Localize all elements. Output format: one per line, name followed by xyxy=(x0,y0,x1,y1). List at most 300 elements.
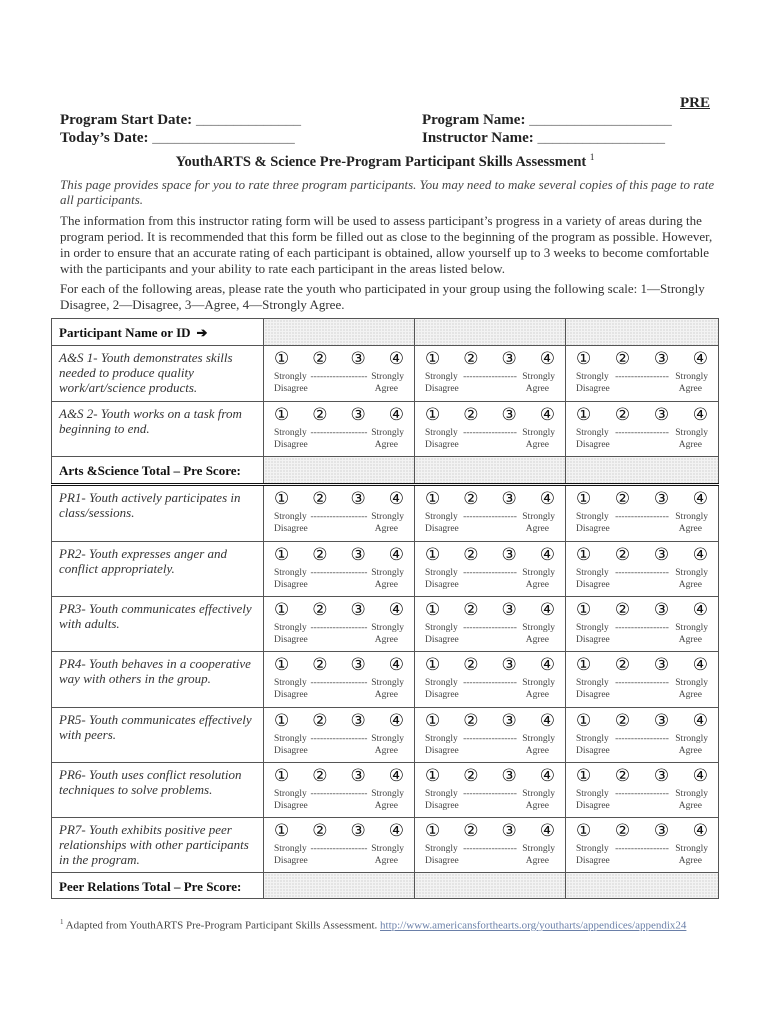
rating-option-3[interactable]: ③ xyxy=(501,600,517,620)
scale-disagree: Disagree xyxy=(425,635,459,645)
rating-options xyxy=(415,597,565,619)
rating-option-3[interactable]: ③ xyxy=(653,489,670,509)
rating-option-3[interactable]: ③ xyxy=(350,545,366,565)
program-name-field[interactable]: ___________________ xyxy=(529,112,672,128)
scale-dashes: ------------------ xyxy=(310,568,368,578)
rating-option-2[interactable]: ② xyxy=(463,821,479,841)
pr-item-6-text: PR6- Youth uses conflict resolution techniques to solve problems. xyxy=(59,767,242,797)
score-input-3[interactable] xyxy=(566,457,719,485)
scale-dashes: ------------------ xyxy=(310,428,368,438)
scale-strongly-left: Strongly xyxy=(576,372,609,382)
scale-disagree: Disagree xyxy=(274,856,308,866)
rating-option-2[interactable]: ② xyxy=(312,600,328,620)
scale-dashes: ----------------- xyxy=(463,512,517,522)
rating-option-4[interactable]: ④ xyxy=(388,405,404,425)
rating-option-3[interactable]: ③ xyxy=(501,766,517,786)
scale-agree: Agree xyxy=(374,801,398,811)
rating-option-1[interactable]: ① xyxy=(425,405,441,425)
scale-strongly-right: Strongly xyxy=(675,428,708,438)
rating-option-4[interactable]: ④ xyxy=(692,821,708,841)
rating-option-4[interactable]: ④ xyxy=(539,711,555,731)
rating-option-2[interactable]: ② xyxy=(463,766,479,786)
rating-option-3[interactable]: ③ xyxy=(501,655,517,675)
scale-top xyxy=(566,508,718,523)
scale-strongly-right: Strongly xyxy=(371,678,404,688)
scale-strongly-left: Strongly xyxy=(576,623,609,633)
rating-option-2[interactable]: ② xyxy=(312,545,328,565)
participant-name-header xyxy=(52,319,264,346)
rating-option-3[interactable]: ③ xyxy=(501,489,517,509)
scale-bottom xyxy=(566,439,718,451)
scale-disagree: Disagree xyxy=(576,635,610,645)
scale-dashes: ------------------ xyxy=(310,623,368,633)
rating-option-1[interactable]: ① xyxy=(576,655,592,675)
rating-option-3[interactable]: ③ xyxy=(501,405,517,425)
instructor-name-row xyxy=(422,130,665,147)
rating-cell xyxy=(415,346,566,402)
scale-dashes: ----------------- xyxy=(463,789,517,799)
rating-option-2[interactable]: ② xyxy=(312,349,328,369)
rating-option-1[interactable]: ① xyxy=(425,545,441,565)
rating-option-2[interactable]: ② xyxy=(463,655,479,675)
rating-option-2[interactable]: ② xyxy=(463,349,479,369)
scale-top xyxy=(264,785,414,800)
score-input-3[interactable] xyxy=(566,319,719,346)
rating-option-4[interactable]: ④ xyxy=(692,405,708,425)
rating-option-2[interactable]: ② xyxy=(312,821,328,841)
rating-option-4[interactable]: ④ xyxy=(539,600,555,620)
rating-option-3[interactable]: ③ xyxy=(653,600,670,620)
scale-dashes: ----------------- xyxy=(615,372,669,382)
rating-option-2[interactable]: ② xyxy=(614,405,631,425)
scale-top xyxy=(566,785,718,800)
scale-agree: Agree xyxy=(374,635,398,645)
participant-name-header-row xyxy=(52,319,719,346)
scale-strongly-left: Strongly xyxy=(576,678,609,688)
rating-option-3[interactable]: ③ xyxy=(653,545,670,565)
score-input-1[interactable] xyxy=(264,319,415,346)
rating-option-3[interactable]: ③ xyxy=(653,766,670,786)
scale-strongly-right: Strongly xyxy=(371,623,404,633)
scale-agree: Agree xyxy=(525,635,549,645)
scale-agree: Agree xyxy=(374,384,398,394)
rating-option-4[interactable]: ④ xyxy=(539,655,555,675)
scale-strongly-left: Strongly xyxy=(274,512,307,522)
rating-option-2[interactable]: ② xyxy=(614,349,631,369)
score-input-2[interactable] xyxy=(415,873,566,899)
scale-agree: Agree xyxy=(678,635,702,645)
scale-bottom xyxy=(264,579,414,591)
scale-top xyxy=(415,840,565,855)
scale-dashes: ----------------- xyxy=(615,623,669,633)
score-input-2[interactable] xyxy=(415,319,566,346)
scale-disagree: Disagree xyxy=(576,440,610,450)
scale-top xyxy=(415,619,565,634)
rating-option-1[interactable]: ① xyxy=(576,766,592,786)
rating-option-3[interactable]: ③ xyxy=(350,405,366,425)
rating-table xyxy=(51,318,719,899)
scale-bottom xyxy=(566,745,718,757)
scale-top xyxy=(566,674,718,689)
rating-option-2[interactable]: ② xyxy=(463,489,479,509)
as-total-text: Arts &Science Total – Pre Score: xyxy=(59,463,241,478)
rating-item-row xyxy=(52,485,719,542)
rating-option-1[interactable]: ① xyxy=(576,405,592,425)
scale-strongly-right: Strongly xyxy=(522,734,555,744)
rating-item-row xyxy=(52,763,719,818)
rating-cell xyxy=(415,402,566,457)
rating-option-1[interactable]: ① xyxy=(425,600,441,620)
as-item-2-text: A&S 2- Youth works on a task from beginning to end. xyxy=(59,406,242,436)
scale-top xyxy=(264,840,414,855)
scale-bottom xyxy=(566,383,718,395)
rating-option-4[interactable]: ④ xyxy=(692,600,708,620)
score-input-1[interactable] xyxy=(264,873,415,899)
scale-top xyxy=(264,368,414,383)
rating-cell xyxy=(566,818,719,873)
rating-option-4[interactable]: ④ xyxy=(539,821,555,841)
rating-option-1[interactable]: ① xyxy=(576,349,592,369)
rating-option-3[interactable]: ③ xyxy=(350,821,366,841)
pr-item-7 xyxy=(52,818,264,873)
scale-agree: Agree xyxy=(525,690,549,700)
scale-bottom xyxy=(415,383,565,395)
rating-options xyxy=(415,486,565,508)
rating-option-4[interactable]: ④ xyxy=(539,349,555,369)
scale-disagree: Disagree xyxy=(576,384,610,394)
rating-option-4[interactable]: ④ xyxy=(539,405,555,425)
scale-disagree: Disagree xyxy=(576,746,610,756)
rating-cell xyxy=(566,597,719,652)
rating-option-4[interactable]: ④ xyxy=(692,489,708,509)
rating-option-3[interactable]: ③ xyxy=(350,349,366,369)
scale-disagree: Disagree xyxy=(274,801,308,811)
pr-item-3-text: PR3- Youth communicates effectively with adults. xyxy=(59,601,252,631)
scale-dashes: ----------------- xyxy=(463,623,517,633)
rating-options xyxy=(566,542,718,564)
rating-option-1[interactable]: ① xyxy=(274,711,290,731)
rating-option-1[interactable]: ① xyxy=(425,655,441,675)
rating-option-1[interactable]: ① xyxy=(425,821,441,841)
rating-option-2[interactable]: ② xyxy=(463,545,479,565)
rating-option-1[interactable]: ① xyxy=(274,405,290,425)
rating-option-1[interactable]: ① xyxy=(274,766,290,786)
start-date-field[interactable]: ______________ xyxy=(195,112,301,128)
rating-cell xyxy=(415,597,566,652)
scale-top xyxy=(566,368,718,383)
rating-option-3[interactable]: ③ xyxy=(653,655,670,675)
scale-strongly-right: Strongly xyxy=(675,623,708,633)
scale-strongly-left: Strongly xyxy=(425,789,458,799)
rating-option-2[interactable]: ② xyxy=(614,489,631,509)
scale-top xyxy=(566,424,718,439)
rating-option-3[interactable]: ③ xyxy=(350,766,366,786)
rating-option-4[interactable]: ④ xyxy=(692,349,708,369)
rating-option-2[interactable]: ② xyxy=(463,711,479,731)
page-title-text: YouthARTS & Science Pre-Program Participant Skills Assessment xyxy=(175,153,587,170)
rating-cell xyxy=(566,652,719,708)
pre-label: PRE xyxy=(680,95,710,111)
today-date-field[interactable]: ___________________ xyxy=(152,130,295,146)
scale-disagree: Disagree xyxy=(576,524,610,534)
scale-disagree: Disagree xyxy=(576,801,610,811)
pr-item-4 xyxy=(52,652,264,708)
scale-strongly-right: Strongly xyxy=(675,512,708,522)
rating-option-4[interactable]: ④ xyxy=(692,711,708,731)
rating-option-2[interactable]: ② xyxy=(614,821,631,841)
rating-cell xyxy=(264,763,415,818)
scale-top xyxy=(415,368,565,383)
scale-bottom xyxy=(415,579,565,591)
rating-option-4[interactable]: ④ xyxy=(692,545,708,565)
rating-option-3[interactable]: ③ xyxy=(350,711,366,731)
scale-disagree: Disagree xyxy=(576,690,610,700)
rating-cell xyxy=(566,485,719,542)
scale-agree: Agree xyxy=(525,746,549,756)
participant-name-header-text: Participant Name or ID xyxy=(59,325,191,340)
as-item-2 xyxy=(52,402,264,457)
scale-top xyxy=(415,424,565,439)
rating-option-2[interactable]: ② xyxy=(463,405,479,425)
rating-option-2[interactable]: ② xyxy=(312,489,328,509)
scale-agree: Agree xyxy=(678,580,702,590)
scale-strongly-left: Strongly xyxy=(576,734,609,744)
today-date-label: Today’s Date: xyxy=(60,130,149,146)
rating-option-1[interactable]: ① xyxy=(576,600,592,620)
rating-options xyxy=(415,708,565,730)
rating-option-4[interactable]: ④ xyxy=(539,766,555,786)
rating-option-4[interactable]: ④ xyxy=(388,821,404,841)
scale-strongly-left: Strongly xyxy=(576,844,609,854)
rating-cell xyxy=(566,763,719,818)
scale-bottom xyxy=(415,745,565,757)
rating-option-2[interactable]: ② xyxy=(614,655,631,675)
scale-strongly-right: Strongly xyxy=(675,372,708,382)
scale-disagree: Disagree xyxy=(576,580,610,590)
scale-disagree: Disagree xyxy=(425,524,459,534)
scale-agree: Agree xyxy=(525,801,549,811)
scale-strongly-left: Strongly xyxy=(274,844,307,854)
rating-options xyxy=(415,652,565,674)
rating-option-3[interactable]: ③ xyxy=(501,545,517,565)
rating-option-1[interactable]: ① xyxy=(274,821,290,841)
rating-option-2[interactable]: ② xyxy=(614,766,631,786)
scale-agree: Agree xyxy=(678,801,702,811)
pr-item-5-text: PR5- Youth communicates effectively with peers. xyxy=(59,712,252,742)
rating-option-3[interactable]: ③ xyxy=(653,711,670,731)
rating-option-4[interactable]: ④ xyxy=(388,655,404,675)
rating-option-2[interactable]: ② xyxy=(614,545,631,565)
rating-option-4[interactable]: ④ xyxy=(388,711,404,731)
rating-option-3[interactable]: ③ xyxy=(653,405,670,425)
scale-bottom xyxy=(264,523,414,535)
scale-dashes: ------------------ xyxy=(310,734,368,744)
scale-top xyxy=(415,508,565,523)
rating-option-4[interactable]: ④ xyxy=(692,655,708,675)
scale-dashes: ----------------- xyxy=(463,428,517,438)
scale-bottom xyxy=(415,689,565,701)
rating-option-3[interactable]: ③ xyxy=(501,821,517,841)
rating-option-3[interactable]: ③ xyxy=(653,349,670,369)
scale-agree: Agree xyxy=(678,384,702,394)
rating-options xyxy=(566,346,718,368)
rating-option-3[interactable]: ③ xyxy=(350,600,366,620)
program-name-label: Program Name: xyxy=(422,112,526,128)
rating-option-2[interactable]: ② xyxy=(463,600,479,620)
scale-top xyxy=(264,424,414,439)
scale-strongly-left: Strongly xyxy=(425,372,458,382)
rating-option-4[interactable]: ④ xyxy=(539,489,555,509)
rating-options xyxy=(264,708,414,730)
rating-cell xyxy=(415,763,566,818)
pr-item-2-text: PR2- Youth expresses anger and conflict appropriately. xyxy=(59,546,228,576)
start-date-row xyxy=(60,112,301,129)
rating-option-3[interactable]: ③ xyxy=(501,711,517,731)
scale-bottom xyxy=(264,439,414,451)
pr-item-6 xyxy=(52,763,264,818)
scale-agree: Agree xyxy=(678,856,702,866)
scale-strongly-right: Strongly xyxy=(371,844,404,854)
scale-dashes: ----------------- xyxy=(615,512,669,522)
scale-dashes: ----------------- xyxy=(463,372,517,382)
pr-item-3 xyxy=(52,597,264,652)
scale-strongly-right: Strongly xyxy=(371,789,404,799)
rating-item-row xyxy=(52,708,719,763)
rating-option-1[interactable]: ① xyxy=(425,711,441,731)
scale-bottom xyxy=(264,383,414,395)
scale-agree: Agree xyxy=(525,440,549,450)
rating-options xyxy=(264,763,414,785)
rating-cell xyxy=(566,708,719,763)
scale-disagree: Disagree xyxy=(274,580,308,590)
scale-disagree: Disagree xyxy=(425,801,459,811)
rating-option-1[interactable]: ① xyxy=(576,545,592,565)
rating-option-2[interactable]: ② xyxy=(312,405,328,425)
scale-strongly-right: Strongly xyxy=(675,568,708,578)
as-total xyxy=(52,457,264,485)
rating-option-1[interactable]: ① xyxy=(274,655,290,675)
rating-option-2[interactable]: ② xyxy=(312,655,328,675)
rating-option-4[interactable]: ④ xyxy=(692,766,708,786)
rating-option-4[interactable]: ④ xyxy=(539,545,555,565)
scale-dashes: ----------------- xyxy=(463,734,517,744)
as-item-1 xyxy=(52,346,264,402)
scale-agree: Agree xyxy=(374,524,398,534)
rating-option-3[interactable]: ③ xyxy=(653,821,670,841)
instructor-name-field[interactable]: _________________ xyxy=(537,130,666,146)
score-input-3[interactable] xyxy=(566,873,719,899)
rating-option-1[interactable]: ① xyxy=(274,600,290,620)
scale-agree: Agree xyxy=(525,856,549,866)
pr-total-text: Peer Relations Total – Pre Score: xyxy=(59,879,242,894)
scale-top xyxy=(415,674,565,689)
rating-option-3[interactable]: ③ xyxy=(350,489,366,509)
scale-strongly-left: Strongly xyxy=(274,734,307,744)
score-input-1[interactable] xyxy=(264,457,415,485)
scale-strongly-left: Strongly xyxy=(576,512,609,522)
scale-strongly-right: Strongly xyxy=(675,789,708,799)
rating-option-2[interactable]: ② xyxy=(312,766,328,786)
scale-agree: Agree xyxy=(374,580,398,590)
rating-option-4[interactable]: ④ xyxy=(388,766,404,786)
scale-top xyxy=(264,730,414,745)
scale-top xyxy=(415,730,565,745)
rating-option-2[interactable]: ② xyxy=(614,711,631,731)
scale-strongly-left: Strongly xyxy=(425,428,458,438)
rating-cell xyxy=(415,708,566,763)
rating-item-row xyxy=(52,346,719,402)
scale-top xyxy=(566,840,718,855)
footnote-link[interactable]: http://www.americansforthearts.org/youtharts/appendices/appendix24 xyxy=(380,919,687,932)
scale-top xyxy=(566,619,718,634)
scale-strongly-left: Strongly xyxy=(274,623,307,633)
rating-options xyxy=(566,597,718,619)
rating-option-4[interactable]: ④ xyxy=(388,349,404,369)
rating-cell xyxy=(566,542,719,597)
pr-item-2 xyxy=(52,542,264,597)
scale-strongly-right: Strongly xyxy=(371,428,404,438)
scale-disagree: Disagree xyxy=(425,384,459,394)
scale-strongly-right: Strongly xyxy=(675,678,708,688)
rating-cell xyxy=(566,346,719,402)
rating-option-1[interactable]: ① xyxy=(274,545,290,565)
scale-bottom xyxy=(415,523,565,535)
scale-strongly-right: Strongly xyxy=(522,623,555,633)
rating-option-3[interactable]: ③ xyxy=(501,349,517,369)
rating-option-2[interactable]: ② xyxy=(312,711,328,731)
scale-top xyxy=(415,564,565,579)
rating-item-row xyxy=(52,402,719,457)
score-input-2[interactable] xyxy=(415,457,566,485)
rating-item-row xyxy=(52,652,719,708)
scale-dashes: ------------------ xyxy=(310,372,368,382)
rating-option-1[interactable]: ① xyxy=(274,349,290,369)
rating-option-1[interactable]: ① xyxy=(576,489,592,509)
rating-option-1[interactable]: ① xyxy=(425,349,441,369)
rating-option-2[interactable]: ② xyxy=(614,600,631,620)
scale-top xyxy=(264,564,414,579)
scale-dashes: ----------------- xyxy=(615,678,669,688)
scale-bottom xyxy=(566,634,718,646)
rating-option-1[interactable]: ① xyxy=(274,489,290,509)
rating-option-1[interactable]: ① xyxy=(425,489,441,509)
scale-top xyxy=(415,785,565,800)
scale-strongly-right: Strongly xyxy=(371,512,404,522)
rating-cell xyxy=(264,346,415,402)
scale-disagree: Disagree xyxy=(425,440,459,450)
scale-disagree: Disagree xyxy=(425,856,459,866)
today-date-row xyxy=(60,130,295,147)
scale-dashes: ----------------- xyxy=(615,734,669,744)
scale-dashes: ----------------- xyxy=(615,428,669,438)
rating-option-1[interactable]: ① xyxy=(425,766,441,786)
rating-option-1[interactable]: ① xyxy=(576,711,592,731)
rating-option-4[interactable]: ④ xyxy=(388,600,404,620)
rating-options xyxy=(566,652,718,674)
scale-strongly-left: Strongly xyxy=(576,568,609,578)
scale-bottom xyxy=(415,634,565,646)
scale-bottom xyxy=(566,689,718,701)
scale-top xyxy=(264,508,414,523)
scale-dashes: ----------------- xyxy=(615,789,669,799)
rating-options xyxy=(264,652,414,674)
rating-option-4[interactable]: ④ xyxy=(388,545,404,565)
rating-option-4[interactable]: ④ xyxy=(388,489,404,509)
rating-option-3[interactable]: ③ xyxy=(350,655,366,675)
scale-disagree: Disagree xyxy=(274,635,308,645)
rating-option-1[interactable]: ① xyxy=(576,821,592,841)
scale-strongly-left: Strongly xyxy=(274,789,307,799)
